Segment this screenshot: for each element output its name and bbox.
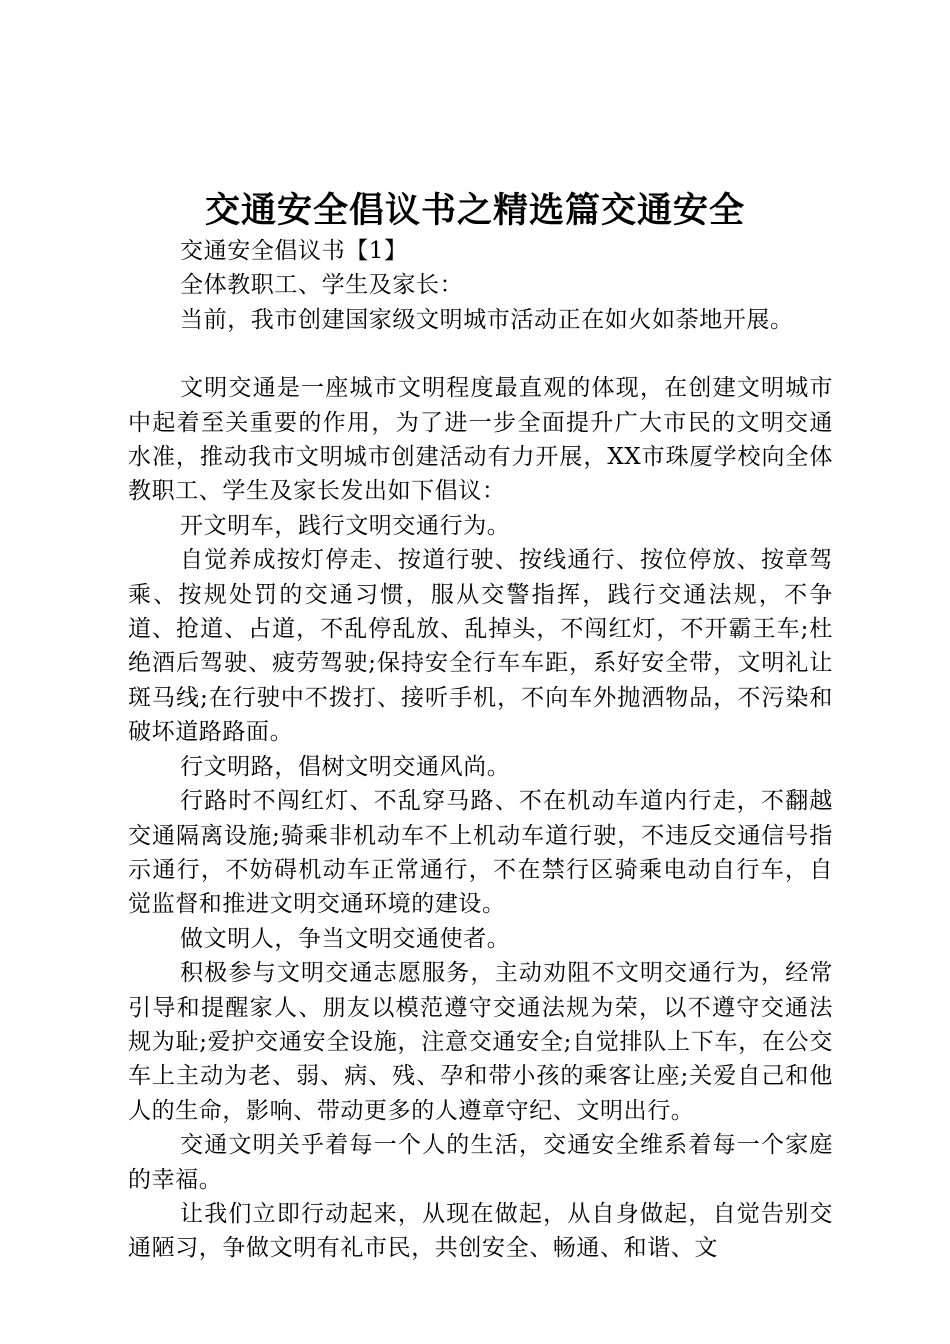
paragraph: 行路时不闯红灯、不乱穿马路、不在机动车道内行走，不翻越交通隔离设施;骑乘非机动车不上机动车道行驶，不违反交通信号指示通行，不妨碍机动车正常通行，不在禁行区骑乘电动自行车，自觉监督和推进文明交通环境的建设。 <box>128 788 833 918</box>
paragraph: 让我们立即行动起来，从现在做起，从自身做起，自觉告别交通陋习，争做文明有礼市民，共创安全、畅通、和谐、文 <box>128 1200 833 1262</box>
blank-line <box>128 337 833 371</box>
document-title: 交通安全倡议书之精选篇交通安全 <box>204 190 745 231</box>
paragraph-heading: 交通安全倡议书【1】 <box>180 238 408 264</box>
paragraph: 当前，我市创建国家级文明城市活动正在如火如荼地开展。 <box>180 306 794 333</box>
section-heading: 行文明路，倡树文明交通风尚。 <box>180 753 511 780</box>
paragraph: 交通文明关乎着每一个人的生活，交通安全维系着每一个家庭的幸福。 <box>128 1132 833 1193</box>
paragraph: 文明交通是一座城市文明程度最直观的体现，在创建文明城市中起着至关重要的作用，为了进一步全面提升广大市民的文明交通水准，推动我市文明城市创建活动有力开展，XX市珠厦学校向全体教职工、学生及家长发出如下倡议： <box>128 375 833 505</box>
document-body <box>128 234 833 1266</box>
paragraph: 积极参与文明交通志愿服务，主动劝阻不文明交通行为，经常引导和提醒家人、朋友以模范遵守交通法规为荣，以不遵守交通法规为耻;爱护交通安全设施，注意交通安全;自觉排队上下车，在公交车上主动为老、弱、病、残、孕和带小孩的乘客让座;关爱自己和他人的生命，影响、带动更多的人遵章守纪、文明出行。 <box>128 960 833 1124</box>
paragraph: 自觉养成按灯停走、按道行驶、按线通行、按位停放、按章驾乘、按规处罚的交通习惯，服从交警指挥，践行交通法规，不争道、抢道、占道，不乱停乱放、乱掉头，不闯红灯，不开霸王车;杜绝酒后驾驶、疲劳驾驶;保持安全行车车距，系好安全带，文明礼让斑马线;在行驶中不拨打、接听手机，不向车外抛洒物品，不污染和破坏道路路面。 <box>128 547 833 746</box>
paragraph-salutation: 全体教职工、学生及家长： <box>180 272 464 299</box>
section-heading: 开文明车，践行文明交通行为。 <box>180 512 511 539</box>
section-heading: 做文明人，争当文明交通使者。 <box>180 925 511 952</box>
